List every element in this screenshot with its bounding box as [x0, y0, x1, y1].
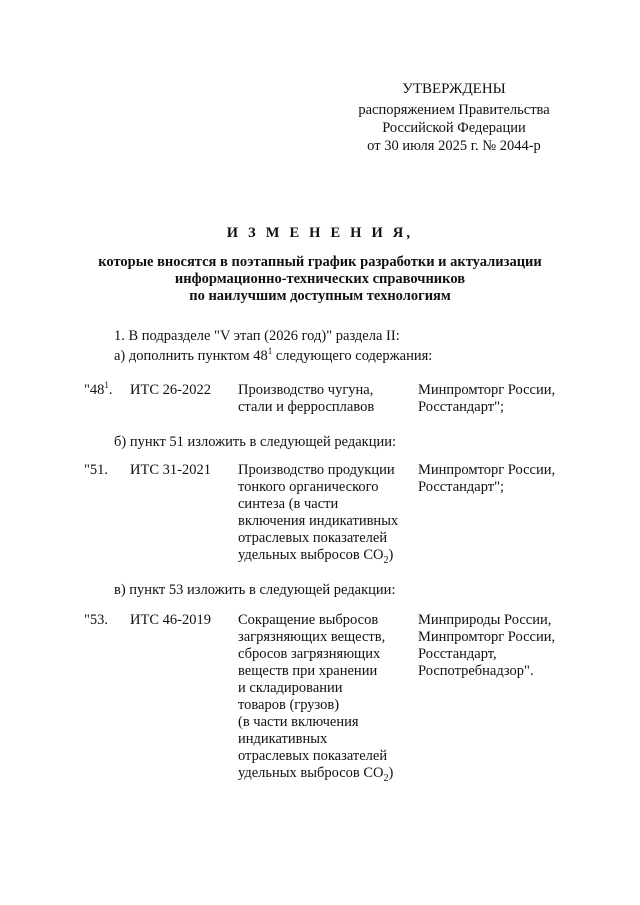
description-text-end: ) — [388, 547, 394, 563]
item-description — [238, 462, 413, 564]
paragraph-a-text: а) дополнить пунктом 48 — [114, 348, 268, 364]
org-line: Минпромторг России, — [418, 462, 556, 478]
description-line: Производство чугуна, — [238, 382, 374, 398]
subscript: 2 — [383, 772, 389, 784]
description-line: товаров (грузов) — [238, 697, 340, 713]
paragraph-v: в) пункт 53 изложить в следующей редакции: — [114, 582, 396, 598]
description-line: синтеза (в части — [238, 496, 339, 512]
item-description — [238, 382, 413, 416]
description-line-last — [238, 547, 413, 564]
approval-line: Российской Федерации — [382, 120, 526, 136]
description-line: стали и ферросплавов — [238, 399, 375, 415]
subtitle-line: которые вносятся в поэтапный график разработки и актуализации — [98, 254, 542, 270]
description-text: удельных выбросов CO — [238, 547, 384, 563]
its-code: ИТС 26-2022 — [130, 382, 211, 398]
description-line: тонкого органического — [238, 479, 379, 495]
responsible-orgs — [418, 612, 593, 680]
responsible-orgs — [418, 462, 593, 496]
description-line: отраслевых показателей — [238, 748, 388, 764]
document-title — [60, 225, 580, 305]
description-line: и складировании — [238, 680, 343, 696]
org-line: Росстандарт, — [418, 646, 497, 662]
superscript: 1 — [104, 380, 109, 391]
description-line: веществ при хранении — [238, 663, 378, 679]
subtitle-line: по наилучшим доступным технологиям — [189, 288, 451, 304]
its-code: ИТС 46-2019 — [130, 612, 211, 628]
description-text: удельных выбросов CO — [238, 765, 384, 781]
title-heading: И З М Е Н Е Н И Я, — [226, 225, 414, 241]
description-text-end: ) — [388, 765, 394, 781]
responsible-orgs — [418, 382, 593, 416]
approval-date: от 30 июля 2025 г. № 2044-р — [367, 138, 541, 154]
title-subtitle — [60, 254, 580, 305]
description-line: загрязняющих веществ, — [238, 629, 386, 645]
org-line: Минпромторг России, — [418, 629, 556, 645]
description-line-last — [238, 765, 413, 782]
description-line: Производство продукции — [238, 462, 395, 478]
subscript: 2 — [383, 554, 389, 566]
item-number-text: "48 — [84, 382, 105, 398]
description-line: сбросов загрязняющих — [238, 646, 381, 662]
paragraph-a-text-end: следующего содержания: — [272, 348, 433, 364]
org-line: Росстандарт"; — [418, 479, 505, 495]
description-line: включения индикативных — [238, 513, 399, 529]
org-line: Минпромторг России, — [418, 382, 556, 398]
org-line: Минприроды России, — [418, 612, 552, 628]
org-line: Росстандарт"; — [418, 399, 505, 415]
approval-line: распоряжением Правительства — [358, 102, 550, 118]
description-line: индикативных — [238, 731, 328, 747]
approval-heading: УТВЕРЖДЕНЫ — [402, 81, 506, 97]
description-line: Сокращение выбросов — [238, 612, 379, 628]
its-code: ИТС 31-2021 — [130, 462, 211, 478]
item-description — [238, 612, 413, 782]
approval-block — [340, 80, 568, 155]
description-line: отраслевых показателей — [238, 530, 388, 546]
paragraph-b: б) пункт 51 изложить в следующей редакции: — [114, 434, 396, 450]
paragraph-a — [114, 348, 432, 365]
subtitle-line: информационно-технических справочников — [174, 271, 466, 287]
org-line: Роспотребнадзор". — [418, 663, 534, 679]
item-number-suffix: . — [108, 382, 113, 398]
item-number — [84, 382, 113, 399]
item-number: "51. — [84, 462, 109, 478]
item-number: "53. — [84, 612, 109, 628]
paragraph-1: 1. В подразделе "V этап (2026 год)" раздела II: — [114, 328, 400, 344]
description-line: (в части включения — [238, 714, 359, 730]
superscript: 1 — [267, 346, 273, 357]
